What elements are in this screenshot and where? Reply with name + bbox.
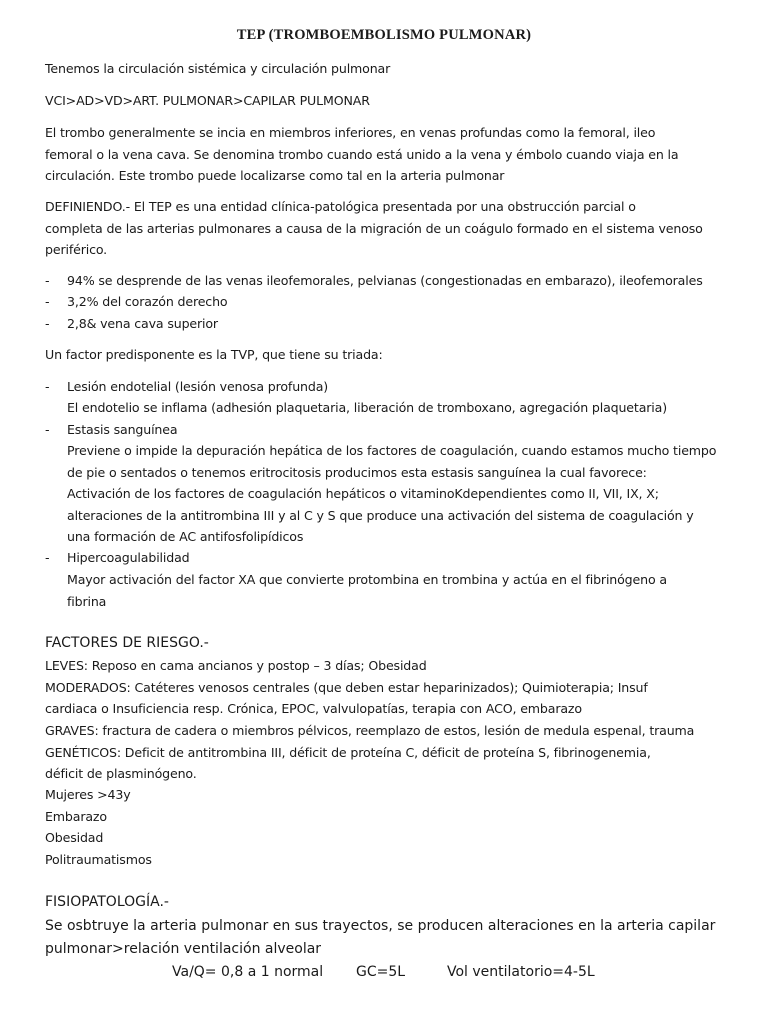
- intro-line: Tenemos la circulación sistémica y circulación pulmonar: [45, 61, 391, 76]
- document-title: TEP (TROMBOEMBOLISMO PULMONAR): [236, 27, 532, 43]
- origin-item-3: 2,8& vena cava superior: [67, 316, 218, 331]
- definition-line-3: periférico.: [45, 242, 108, 257]
- risk-line-8: Embarazo: [45, 809, 107, 824]
- triad-item-2: Estasis sanguínea: [67, 422, 178, 437]
- risk-line-5: GENÉTICOS: Deficit de antitrombina III, déficit de proteína C, déficit de proteína S, fibrinogenemia,: [45, 745, 651, 760]
- bullet-dash: -: [45, 273, 50, 288]
- triad-item-2-detail-4: alteraciones de la antitrombina III y al C y S que produce una activación del sistema de coagulación y: [67, 508, 694, 523]
- triad-item-2-detail-5: una formación de AC antifosfolipídicos: [67, 529, 304, 544]
- triad-item-1-detail: El endotelio se inflama (adhesión plaquetaria, liberación de tromboxano, agregación plaquetaria): [67, 400, 667, 415]
- triad-item-3-detail-2: fibrina: [67, 594, 107, 609]
- trombo-paragraph-line-3: circulación. Este trombo puede localizarse como tal en la arteria pulmonar: [45, 168, 505, 183]
- bullet-dash: -: [45, 422, 50, 437]
- triad-item-1: Lesión endotelial (lesión venosa profunda): [67, 379, 329, 394]
- risk-line-3: cardiaca o Insuficiencia resp. Crónica, EPOC, valvulopatías, terapia con ACO, embarazo: [45, 701, 582, 716]
- triad-item-2-detail-3: Activación de los factores de coagulación hepáticos o vitaminoKdependientes como II, VII, IX, X;: [67, 486, 659, 501]
- fisio-heading: FISIOPATOLOGÍA.-: [45, 894, 169, 910]
- tvp-intro: Un factor predisponente es la TVP, que tiene su triada:: [45, 347, 383, 362]
- fisio-line-2: pulmonar>relación ventilación alveolar: [45, 941, 322, 957]
- bullet-dash: -: [45, 550, 50, 565]
- trombo-paragraph-line-1: El trombo generalmente se incia en miembros inferiores, en venas profundas como la femoral, ileo: [45, 125, 656, 140]
- triad-item-2-detail-2: de pie o sentados o tenemos eritrocitosis producimos esta estasis sanguínea la cual favorece:: [67, 465, 647, 480]
- ventilatory-volume: Vol ventilatorio=4-5L: [447, 964, 595, 980]
- risk-line-1: LEVES: Reposo en cama ancianos y postop – 3 días; Obesidad: [45, 658, 427, 673]
- bullet-dash: -: [45, 316, 50, 331]
- bullet-dash: -: [45, 379, 50, 394]
- definition-line-1: DEFINIENDO.- El TEP es una entidad clínica-patológica presentada por una obstrucción parcial o: [45, 199, 636, 214]
- trombo-paragraph-line-2: femoral o la vena cava. Se denomina trombo cuando está unido a la vena y émbolo cuando viaja en la: [45, 147, 679, 162]
- triad-item-3: Hipercoagulabilidad: [67, 550, 190, 565]
- risk-line-6: déficit de plasminógeno.: [45, 766, 197, 781]
- origin-item-1: 94% se desprende de las venas ileofemorales, pelvianas (congestionadas en embarazo), ileofemorales: [67, 273, 703, 288]
- triad-item-2-detail-1: Previene o impide la depuración hepática de los factores de coagulación, cuando estamos mucho tiempo: [67, 443, 717, 458]
- risk-heading: FACTORES DE RIESGO.-: [45, 635, 209, 651]
- circulation-path: VCI>AD>VD>ART. PULMONAR>CAPILAR PULMONAR: [45, 93, 370, 108]
- cardiac-output: GC=5L: [356, 964, 406, 980]
- fisio-line-1: Se osbtruye la arteria pulmonar en sus trayectos, se producen alteraciones en la arteria capilar: [45, 918, 716, 934]
- origin-item-2: 3,2% del corazón derecho: [67, 294, 228, 309]
- triad-item-3-detail-1: Mayor activación del factor XA que convierte protombina en trombina y actúa en el fibrinógeno a: [67, 572, 667, 587]
- vq-ratio: Va/Q= 0,8 a 1 normal: [172, 964, 324, 980]
- risk-line-9: Obesidad: [45, 830, 104, 845]
- bullet-dash: -: [45, 294, 50, 309]
- risk-line-7: Mujeres >43y: [45, 787, 131, 802]
- definition-line-2: completa de las arterias pulmonares a causa de la migración de un coágulo formado en el sistema venoso: [45, 221, 703, 236]
- risk-line-2: MODERADOS: Catéteres venosos centrales (que deben estar heparinizados); Quimioterapia; Insuf: [45, 680, 648, 695]
- risk-line-4: GRAVES: fractura de cadera o miembros pélvicos, reemplazo de estos, lesión de medula espenal, trauma: [45, 723, 695, 738]
- risk-line-10: Politraumatismos: [45, 852, 152, 867]
